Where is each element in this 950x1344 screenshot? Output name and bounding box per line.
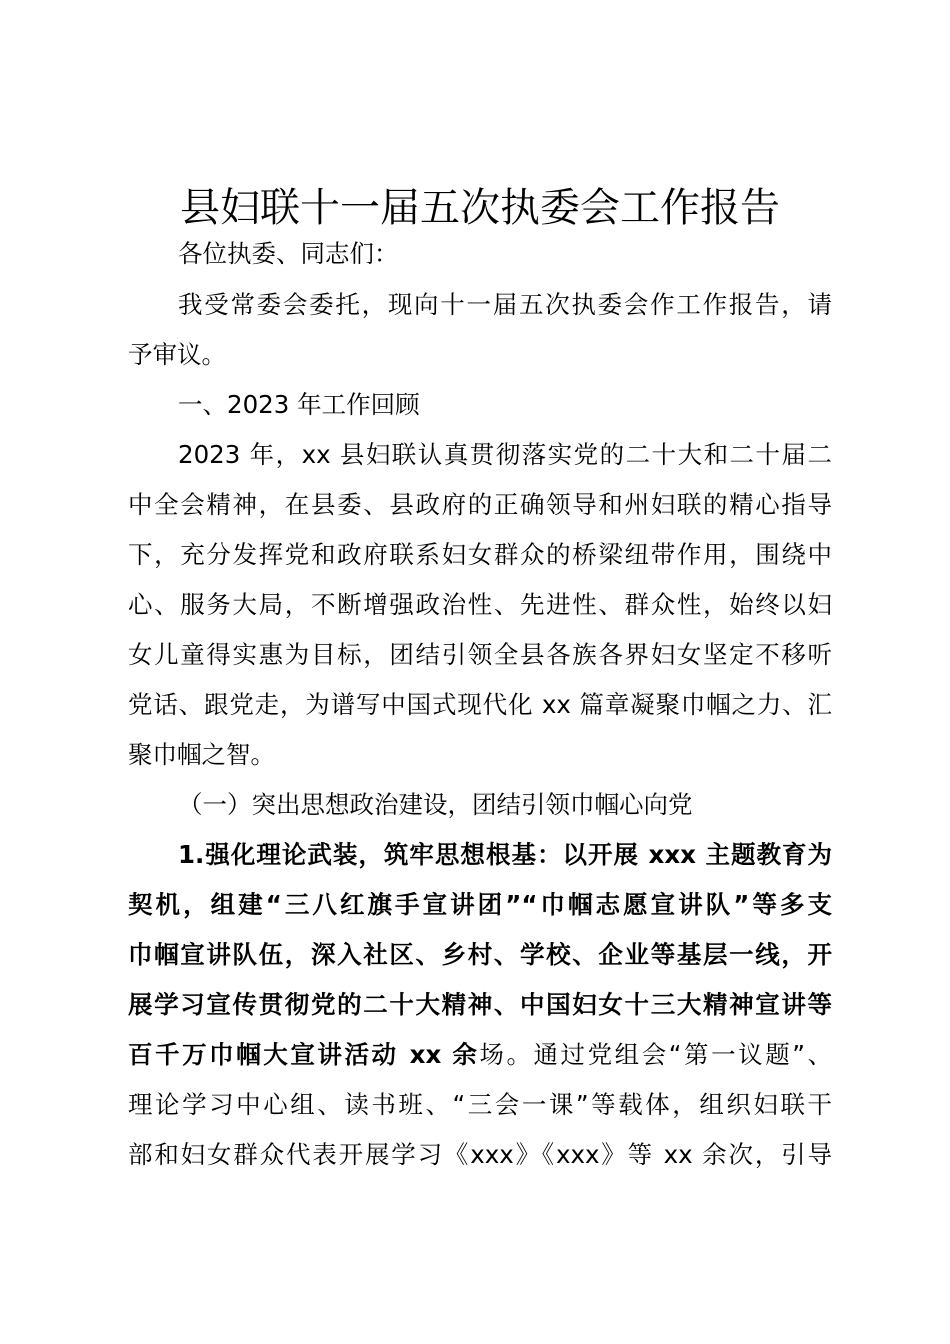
- intro-line: 予审议。: [128, 340, 226, 369]
- paragraph-line: 中全会精神，在县委、县政府的正确领导和州妇联的精心指导: [128, 490, 832, 519]
- section-heading: 一、2023 年工作回顾: [178, 390, 420, 419]
- intro-line: 我受常委会委托，现向十一届五次执委会作工作报告，请: [178, 290, 832, 319]
- paragraph-line: 女儿童得实惠为目标，团结引领全县各族各界妇女坚定不移听: [128, 640, 832, 669]
- paragraph-line: 2023 年，xx 县妇联认真贯彻落实党的二十大和二十届二: [178, 440, 832, 469]
- bold-paragraph-line: 展学习宣传贯彻党的二十大精神、中国妇女十三大精神宣讲等: [128, 990, 832, 1019]
- bold-paragraph-line: 巾帼宣讲队伍，深入社区、乡村、学校、企业等基层一线，开: [128, 940, 832, 969]
- paragraph-line: 部和妇女群众代表开展学习《xxx》《xxx》等 xx 余次，引导: [128, 1140, 832, 1169]
- bold-paragraph-line: 契机，组建“三八红旗手宣讲团”“巾帼志愿宣讲队”等多支: [128, 890, 832, 919]
- normal-text-run: 场。通过党组会“第一议题”、: [479, 1040, 832, 1069]
- paragraph-line: 下，充分发挥党和政府联系妇女群众的桥梁纽带作用，围绕中: [128, 540, 832, 569]
- paragraph-line: 心、服务大局，不断增强政治性、先进性、群众性，始终以妇: [128, 590, 832, 619]
- paragraph-line: 理论学习中心组、读书班、“三会一课”等载体，组织妇联干: [128, 1090, 832, 1119]
- bold-paragraph-line: 1.强化理论武装，筑牢思想根基：以开展 xxx 主题教育为: [178, 840, 832, 869]
- paragraph-line: 聚巾帼之智。: [128, 740, 275, 769]
- mixed-paragraph-line: [128, 1036, 832, 1074]
- salutation: 各位执委、同志们：: [178, 239, 399, 268]
- subsection-heading: （一）突出思想政治建设，团结引领巾帼心向党: [178, 790, 693, 819]
- paragraph-line: 党话、跟党走，为谱写中国式现代化 xx 篇章凝聚巾帼之力、汇: [128, 690, 832, 719]
- bold-text-run: 百千万巾帼大宣讲活动 xx 余: [128, 1040, 480, 1069]
- document-title: 县妇联十一届五次执委会工作报告: [180, 185, 780, 231]
